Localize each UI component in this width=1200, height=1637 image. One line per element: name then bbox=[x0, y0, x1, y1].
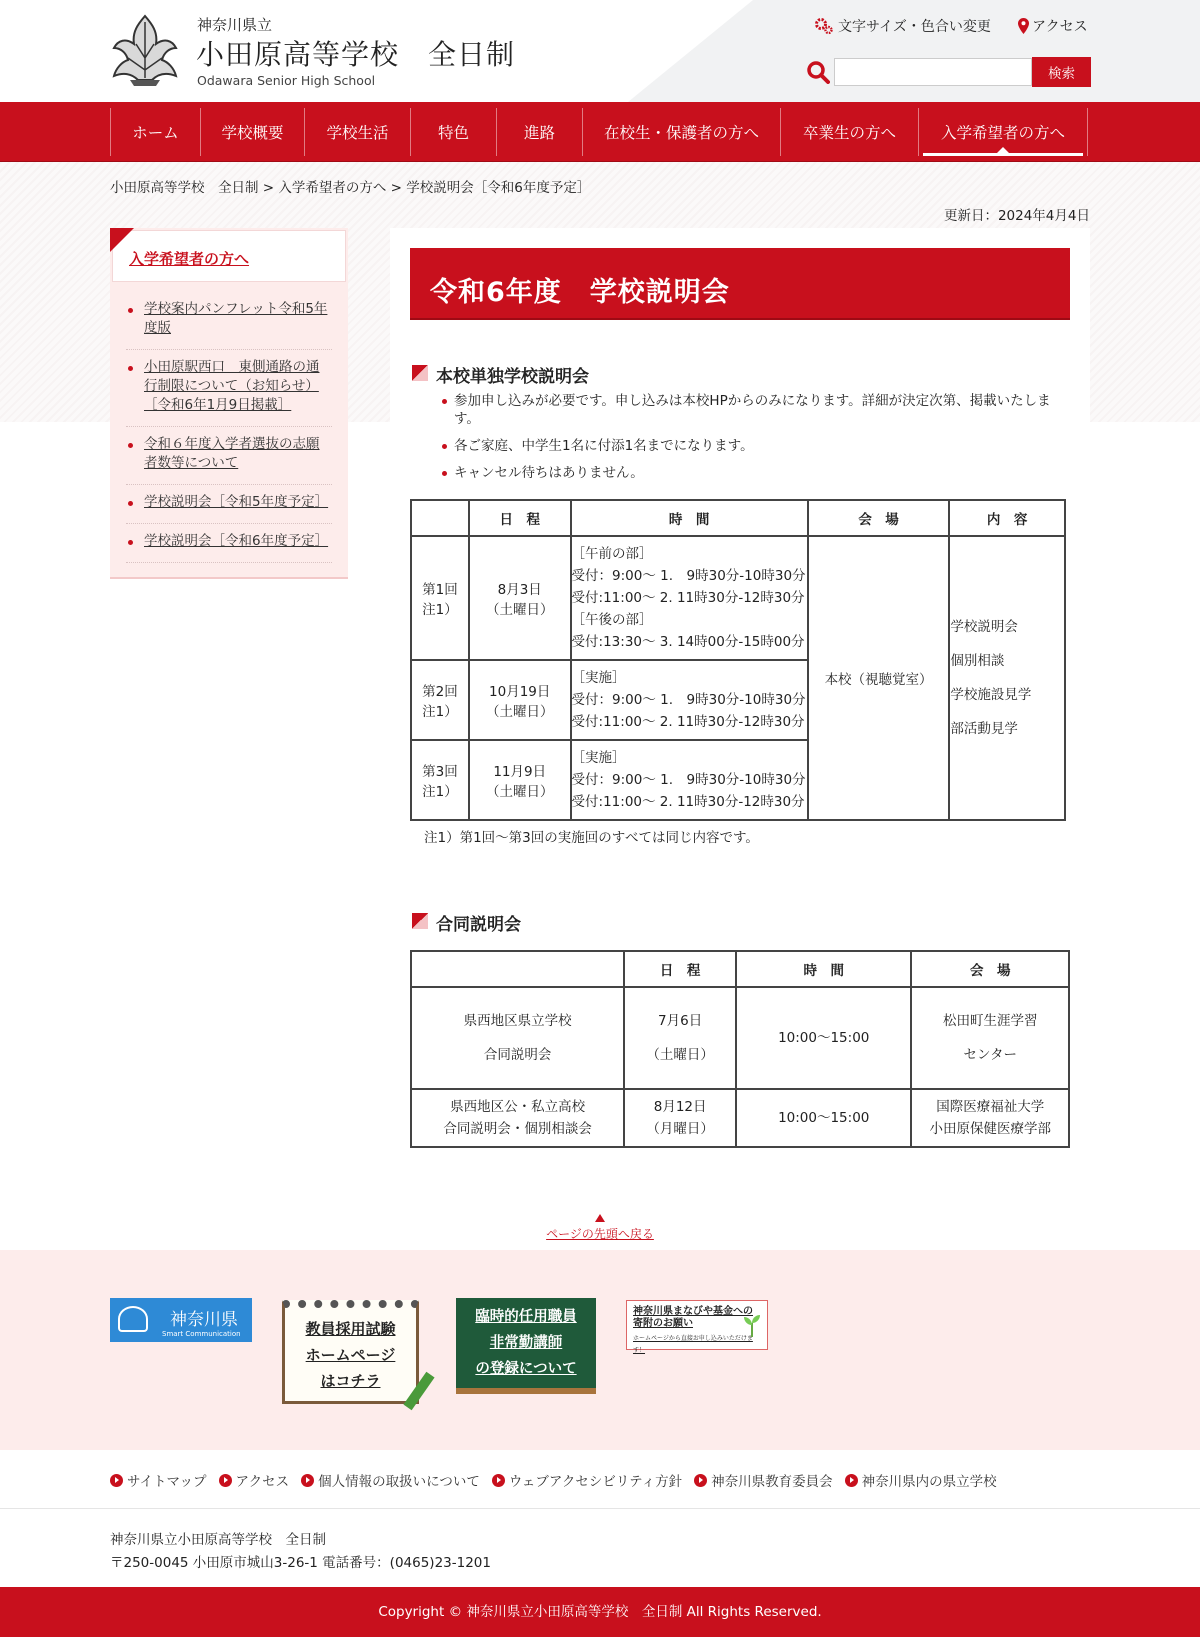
date-cell bbox=[624, 987, 736, 1089]
banner-line: ホームページ bbox=[305, 1345, 396, 1364]
arrow-right-circle-icon bbox=[845, 1474, 858, 1487]
access-label: アクセス bbox=[1032, 19, 1088, 35]
page-top-link[interactable] bbox=[0, 1214, 1200, 1242]
search-icon bbox=[806, 60, 830, 84]
arrow-right-circle-icon bbox=[492, 1474, 505, 1487]
venue-line: 国際医療福祉大学 bbox=[936, 1099, 1045, 1115]
footer-link-label: 神奈川県教育委員会 bbox=[711, 1474, 833, 1490]
nav-item-about[interactable]: 学校概要 bbox=[200, 108, 304, 156]
time-line: 受付:11:00～ 2. 11時30分-12時30分 bbox=[571, 590, 805, 606]
table-row bbox=[411, 987, 1069, 1089]
main-content bbox=[390, 228, 1090, 1148]
map-pin-icon bbox=[1018, 18, 1029, 34]
notes-list bbox=[442, 392, 1062, 491]
table-header-row bbox=[411, 951, 1069, 987]
time-line: 受付：9:00～ 1. 9時30分-10時30分 bbox=[571, 692, 806, 708]
venue-line: 松田町生涯学習 bbox=[942, 1013, 1038, 1029]
sidebar-title[interactable]: 入学希望者の方へ bbox=[129, 250, 250, 268]
time-line: 受付:11:00～ 2. 11時30分-12時30分 bbox=[571, 794, 805, 810]
section-heading-school bbox=[412, 362, 589, 387]
textsize-color-label: 文字サイズ・色合い変更 bbox=[838, 19, 991, 35]
venue-line: センター bbox=[963, 1047, 1017, 1063]
banner-line: はコチラ bbox=[320, 1371, 381, 1390]
kanagawa-logo-icon bbox=[118, 1306, 148, 1332]
footer-divider bbox=[0, 1508, 1200, 1509]
arrow-right-circle-icon bbox=[694, 1474, 707, 1487]
nav-item-features[interactable]: 特色 bbox=[410, 108, 496, 156]
time-cell bbox=[571, 660, 808, 740]
heading-mark-icon bbox=[412, 365, 428, 381]
sprout-icon bbox=[743, 1313, 761, 1337]
table-row bbox=[411, 536, 1065, 660]
manabiya-fund-banner[interactable] bbox=[626, 1300, 768, 1354]
date-label: 8月3日 bbox=[497, 582, 542, 598]
page-title: 令和6年度 学校説明会 bbox=[410, 248, 1070, 320]
textsize-color-link[interactable] bbox=[814, 16, 991, 36]
section-heading-school-text: 本校単独学校説明会 bbox=[436, 367, 589, 387]
search-input[interactable] bbox=[834, 58, 1032, 86]
school-name[interactable]: 小田原高等学校 全日制 bbox=[196, 38, 516, 71]
footer-link-label: ウェブアクセシビリティ方針 bbox=[508, 1474, 683, 1490]
temporary-staff-banner[interactable] bbox=[456, 1298, 596, 1394]
note-item: キャンセル待ちはありません。 bbox=[442, 464, 1062, 482]
table-footnote: 注1）第1回～第3回の実施回のすべては同じ内容です。 bbox=[424, 830, 759, 846]
time-line: 受付：9:00～ 1. 9時30分-10時30分 bbox=[571, 568, 806, 584]
table-header: 時 間 bbox=[571, 500, 808, 536]
event-name-line: 合同説明会・個別相談会 bbox=[443, 1121, 592, 1137]
banner-line: の登録について bbox=[475, 1361, 577, 1377]
time-line: ［午前の部］ bbox=[571, 546, 653, 562]
copyright: Copyright © 神奈川県立小田原高等学校 全日制 All Rights Reserved. bbox=[0, 1587, 1200, 1637]
time-line: 受付:13:30～ 3. 14時00分-15時00分 bbox=[571, 634, 805, 650]
global-nav-list bbox=[110, 108, 1088, 156]
table-header bbox=[411, 951, 624, 987]
footer-link-prefectural-schools[interactable] bbox=[845, 1470, 997, 1490]
footer-link-board-of-education[interactable] bbox=[694, 1470, 833, 1490]
sidebar-item bbox=[126, 485, 332, 524]
teacher-recruitment-banner[interactable] bbox=[282, 1300, 419, 1404]
round-note: 注1） bbox=[422, 784, 458, 800]
school-name-english: Odawara Senior High School bbox=[197, 73, 376, 88]
footer-school-name: 神奈川県立小田原高等学校 全日制 bbox=[110, 1532, 326, 1548]
venue-cell: 本校（視聴覚室） bbox=[808, 536, 950, 820]
sidebar bbox=[110, 228, 348, 579]
banner-line: 神奈川県まなびや基金への bbox=[633, 1306, 753, 1317]
note-item: 各ご家庭、中学生1名に付添1名までになります。 bbox=[442, 437, 1062, 455]
content-line: 学校説明会 bbox=[950, 619, 1018, 635]
banner-line: 非常勤講師 bbox=[489, 1335, 563, 1351]
banner-line: 寄附のお願い bbox=[633, 1318, 693, 1329]
footer-link-label: サイトマップ bbox=[127, 1474, 207, 1490]
date-cell bbox=[469, 660, 571, 740]
round-note: 注1） bbox=[422, 602, 458, 618]
nav-item-students-parents[interactable]: 在校生・保護者の方へ bbox=[582, 108, 780, 156]
footer-links bbox=[110, 1470, 1009, 1490]
table-header-row bbox=[411, 500, 1065, 536]
site-header bbox=[0, 0, 1200, 102]
nav-item-school-life[interactable]: 学校生活 bbox=[304, 108, 410, 156]
search-button[interactable]: 検索 bbox=[1032, 57, 1091, 87]
footer-link-label: 個人情報の取扱いについて bbox=[318, 1474, 480, 1490]
nav-item-home[interactable]: ホーム bbox=[110, 108, 200, 156]
table-header bbox=[411, 500, 469, 536]
event-name-line: 県西地区県立学校 bbox=[463, 1013, 572, 1029]
arrow-right-circle-icon bbox=[301, 1474, 314, 1487]
event-name-cell bbox=[411, 1089, 624, 1147]
arrow-right-circle-icon bbox=[110, 1474, 123, 1487]
time-line: 受付：9:00～ 1. 9時30分-10時30分 bbox=[571, 772, 806, 788]
footer-link-privacy[interactable] bbox=[301, 1470, 480, 1490]
content-cell bbox=[949, 536, 1065, 820]
gear-icon bbox=[814, 17, 834, 35]
banner-line: 臨時的任用職員 bbox=[475, 1309, 577, 1325]
date-label: 10月19日 bbox=[489, 684, 551, 700]
footer-link-sitemap[interactable] bbox=[110, 1470, 207, 1490]
date-cell bbox=[469, 740, 571, 820]
sidebar-item-link[interactable]: 令和６年度入学者選抜の志願者数等について bbox=[144, 436, 320, 471]
global-nav bbox=[0, 102, 1200, 162]
time-line: ［実施］ bbox=[571, 750, 626, 766]
date-label: 8月12日 bbox=[653, 1099, 707, 1115]
banner-line: 教員採用試験 bbox=[305, 1319, 396, 1338]
sidebar-title-box bbox=[112, 230, 346, 282]
footer-address: 〒250-0045 小田原市城山3-26-1 電話番号：(0465)23-1201 bbox=[110, 1555, 491, 1571]
event-name-cell bbox=[411, 987, 624, 1089]
day-label: （土曜日） bbox=[646, 1047, 714, 1063]
date-label: 7月6日 bbox=[658, 1013, 703, 1029]
event-name-line: 合同説明会 bbox=[483, 1047, 552, 1063]
prefecture-label: 神奈川県立 bbox=[197, 16, 273, 34]
time-cell: 10:00～15:00 bbox=[736, 1089, 911, 1147]
table-header: 日 程 bbox=[469, 500, 571, 536]
kanagawa-banner-sub: Smart Communication bbox=[162, 1330, 241, 1338]
sidebar-item bbox=[126, 350, 332, 427]
time-line: 受付:11:00～ 2. 11時30分-12時30分 bbox=[571, 714, 805, 730]
joint-session-table bbox=[410, 950, 1070, 1148]
table-row bbox=[411, 1089, 1069, 1147]
content-line: 個別相談 bbox=[950, 653, 1005, 669]
table-header: 内 容 bbox=[949, 500, 1065, 536]
content-line: 学校施設見学 bbox=[950, 687, 1032, 703]
sidebar-item-link[interactable]: 学校説明会［令和6年度予定］ bbox=[144, 533, 329, 549]
sidebar-item-link[interactable]: 学校案内パンフレット令和5年度版 bbox=[144, 301, 328, 336]
arrow-right-circle-icon bbox=[219, 1474, 232, 1487]
nav-item-graduates[interactable]: 卒業生の方へ bbox=[780, 108, 918, 156]
nav-item-prospective[interactable]: 入学希望者の方へ bbox=[918, 108, 1088, 156]
section-heading-joint bbox=[412, 910, 521, 935]
time-cell bbox=[571, 536, 808, 660]
footer-link-accessibility[interactable] bbox=[492, 1470, 682, 1490]
round-cell bbox=[411, 536, 469, 660]
footer-link-label: アクセス bbox=[235, 1474, 290, 1490]
time-cell bbox=[571, 740, 808, 820]
kanagawa-banner[interactable] bbox=[110, 1298, 252, 1342]
banner-small-text: ホームページから直接お申し込みいただけます！ bbox=[633, 1335, 753, 1354]
note-item: 参加申し込みが必要です。申し込みは本校HPからのみになります。詳細が決定次第、掲載いたします。 bbox=[442, 392, 1062, 428]
table-header: 会 場 bbox=[911, 951, 1069, 987]
venue-line: 小田原保健医療学部 bbox=[929, 1121, 1051, 1137]
access-link[interactable] bbox=[1018, 16, 1088, 36]
date-cell bbox=[624, 1089, 736, 1147]
time-line: ［午後の部］ bbox=[571, 612, 653, 628]
school-session-table bbox=[410, 499, 1066, 821]
sidebar-list bbox=[110, 282, 348, 577]
table-header: 会 場 bbox=[808, 500, 950, 536]
day-label: （土曜日） bbox=[485, 784, 554, 800]
nav-item-career[interactable]: 進路 bbox=[496, 108, 582, 156]
school-crest-logo[interactable] bbox=[110, 14, 180, 86]
section-heading-joint-text: 合同説明会 bbox=[436, 915, 521, 935]
round-label: 第1回 bbox=[422, 582, 458, 598]
round-cell bbox=[411, 740, 469, 820]
round-note: 注1） bbox=[422, 704, 458, 720]
time-line: ［実施］ bbox=[571, 670, 626, 686]
arrow-up-icon bbox=[595, 1214, 605, 1222]
updated-date: 更新日：2024年4月4日 bbox=[943, 208, 1090, 224]
event-name-line: 県西地区公・私立高校 bbox=[450, 1099, 586, 1115]
content-line: 部活動見学 bbox=[950, 721, 1018, 737]
table-header: 時 間 bbox=[736, 951, 911, 987]
round-cell bbox=[411, 660, 469, 740]
day-label: （土曜日） bbox=[485, 602, 554, 618]
kanagawa-banner-title: 神奈川県 bbox=[170, 1310, 238, 1330]
footer-link-label: 神奈川県内の県立学校 bbox=[861, 1474, 997, 1490]
sidebar-item bbox=[126, 292, 332, 350]
breadcrumb[interactable]: 小田原高等学校 全日制 > 入学希望者の方へ > 学校説明会［令和6年度予定］ bbox=[110, 180, 591, 196]
day-label: （土曜日） bbox=[485, 704, 554, 720]
date-cell bbox=[469, 536, 571, 660]
round-label: 第3回 bbox=[422, 764, 458, 780]
banner-area bbox=[0, 1250, 1200, 1450]
venue-cell bbox=[911, 987, 1069, 1089]
pencil-icon bbox=[403, 1372, 434, 1411]
time-cell: 10:00～15:00 bbox=[736, 987, 911, 1089]
heading-mark-icon bbox=[412, 913, 428, 929]
footer-link-access[interactable] bbox=[219, 1470, 290, 1490]
sidebar-item bbox=[126, 524, 332, 563]
sidebar-item bbox=[126, 427, 332, 485]
sidebar-item-link[interactable]: 小田原駅西口 東側通路の通行制限について（お知らせ）［令和6年1月9日掲載］ bbox=[144, 359, 320, 413]
page-top-label: ページの先頭へ戻る bbox=[546, 1227, 654, 1241]
round-label: 第2回 bbox=[422, 684, 458, 700]
table-header: 日 程 bbox=[624, 951, 736, 987]
date-label: 11月9日 bbox=[493, 764, 547, 780]
sidebar-item-link[interactable]: 学校説明会［令和5年度予定］ bbox=[144, 494, 329, 510]
day-label: （月曜日） bbox=[646, 1121, 714, 1137]
venue-cell bbox=[911, 1089, 1069, 1147]
